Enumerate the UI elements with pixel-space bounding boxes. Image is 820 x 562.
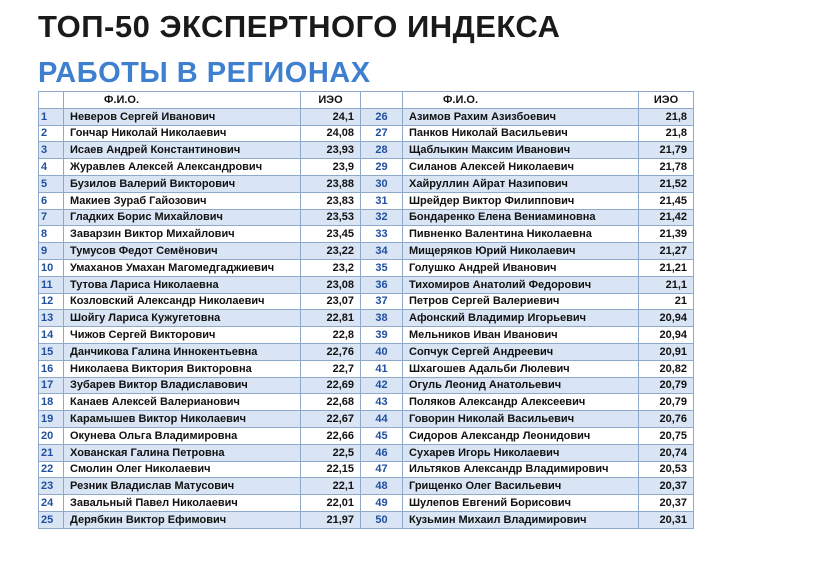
name-right: Голушко Андрей Иванович (403, 259, 639, 276)
name-right: Кузьмин Михаил Владимирович (403, 511, 639, 528)
table-row (39, 293, 694, 310)
value-right: 20,37 (639, 478, 694, 495)
value-left: 23,88 (301, 175, 361, 192)
rank-right: 42 (361, 377, 403, 394)
table-row (39, 125, 694, 142)
rank-right: 48 (361, 478, 403, 495)
rank-left: 23 (39, 478, 64, 495)
value-right: 20,31 (639, 511, 694, 528)
rank-left: 18 (39, 394, 64, 411)
table-row (39, 142, 694, 159)
name-left: Козловский Александр Николаевич (64, 293, 301, 310)
name-right: Сопчук Сергей Андреевич (403, 343, 639, 360)
value-left: 23,07 (301, 293, 361, 310)
table-row (39, 411, 694, 428)
name-left: Завальный Павел Николаевич (64, 495, 301, 512)
name-right: Хайруллин Айрат Назипович (403, 175, 639, 192)
table-header (39, 92, 694, 109)
name-right: Шулепов Евгений Борисович (403, 495, 639, 512)
value-right: 21,1 (639, 276, 694, 293)
value-right: 20,79 (639, 394, 694, 411)
name-right: Щаблыкин Максим Иванович (403, 142, 639, 159)
name-left: Смолин Олег Николаевич (64, 461, 301, 478)
table-row (39, 243, 694, 260)
name-left: Чижов Сергей Викторович (64, 327, 301, 344)
rank-left: 21 (39, 444, 64, 461)
rank-left: 3 (39, 142, 64, 159)
header-value-left: ИЭО (301, 92, 361, 109)
rank-right: 44 (361, 411, 403, 428)
value-right: 20,76 (639, 411, 694, 428)
rank-right: 47 (361, 461, 403, 478)
name-right: Пивненко Валентина Николаевна (403, 226, 639, 243)
rank-left: 20 (39, 427, 64, 444)
value-right: 21,52 (639, 175, 694, 192)
rank-left: 13 (39, 310, 64, 327)
rank-left: 25 (39, 511, 64, 528)
name-right: Говорин Николай Васильевич (403, 411, 639, 428)
table-row (39, 192, 694, 209)
name-right: Сидоров Александр Леонидович (403, 427, 639, 444)
rank-left: 19 (39, 411, 64, 428)
table-row (39, 310, 694, 327)
table-row (39, 511, 694, 528)
table-row (39, 259, 694, 276)
value-left: 22,66 (301, 427, 361, 444)
name-right: Поляков Александр Алексеевич (403, 394, 639, 411)
value-left: 23,83 (301, 192, 361, 209)
value-left: 22,67 (301, 411, 361, 428)
rank-left: 16 (39, 360, 64, 377)
page-subtitle: РАБОТЫ В РЕГИОНАХ (38, 57, 371, 89)
table-body (39, 108, 694, 528)
name-left: Канаев Алексей Валерианович (64, 394, 301, 411)
name-left: Дерябкин Виктор Ефимович (64, 511, 301, 528)
name-right: Бондаренко Елена Вениаминовна (403, 209, 639, 226)
table-row (39, 360, 694, 377)
value-right: 20,74 (639, 444, 694, 461)
rank-left: 5 (39, 175, 64, 192)
value-left: 23,45 (301, 226, 361, 243)
rank-right: 35 (361, 259, 403, 276)
value-right: 21,78 (639, 159, 694, 176)
rank-left: 22 (39, 461, 64, 478)
rank-right: 31 (361, 192, 403, 209)
value-left: 22,69 (301, 377, 361, 394)
name-right: Азимов Рахим Азизбоевич (403, 108, 639, 125)
name-right: Панков Николай Васильевич (403, 125, 639, 142)
value-left: 22,1 (301, 478, 361, 495)
rank-left: 2 (39, 125, 64, 142)
rank-right: 40 (361, 343, 403, 360)
value-left: 22,76 (301, 343, 361, 360)
rank-left: 6 (39, 192, 64, 209)
rank-left: 9 (39, 243, 64, 260)
name-right: Тихомиров Анатолий Федорович (403, 276, 639, 293)
table-row (39, 159, 694, 176)
name-right: Силанов Алексей Николаевич (403, 159, 639, 176)
value-right: 21,27 (639, 243, 694, 260)
table-row (39, 108, 694, 125)
value-left: 24,1 (301, 108, 361, 125)
rank-right: 41 (361, 360, 403, 377)
value-left: 22,68 (301, 394, 361, 411)
rank-right: 39 (361, 327, 403, 344)
value-left: 23,08 (301, 276, 361, 293)
name-left: Зубарев Виктор Владиславович (64, 377, 301, 394)
name-left: Окунева Ольга Владимировна (64, 427, 301, 444)
value-right: 20,53 (639, 461, 694, 478)
rank-right: 37 (361, 293, 403, 310)
name-left: Макиев Зураб Гайозович (64, 192, 301, 209)
rank-right: 32 (361, 209, 403, 226)
rank-left: 10 (39, 259, 64, 276)
value-left: 21,97 (301, 511, 361, 528)
rank-right: 45 (361, 427, 403, 444)
value-left: 23,93 (301, 142, 361, 159)
rank-left: 14 (39, 327, 64, 344)
rank-right: 29 (361, 159, 403, 176)
value-right: 21,8 (639, 108, 694, 125)
table-row (39, 377, 694, 394)
value-right: 20,79 (639, 377, 694, 394)
table-row (39, 175, 694, 192)
value-right: 21,39 (639, 226, 694, 243)
value-right: 20,94 (639, 327, 694, 344)
rank-right: 30 (361, 175, 403, 192)
header-name-right: Ф.И.О. (403, 92, 639, 109)
value-right: 20,94 (639, 310, 694, 327)
name-left: Гончар Николай Николаевич (64, 125, 301, 142)
value-left: 22,01 (301, 495, 361, 512)
name-right: Огуль Леонид Анатольевич (403, 377, 639, 394)
rank-right: 33 (361, 226, 403, 243)
rank-right: 49 (361, 495, 403, 512)
name-left: Журавлев Алексей Александрович (64, 159, 301, 176)
value-right: 20,37 (639, 495, 694, 512)
rank-right: 36 (361, 276, 403, 293)
rank-left: 11 (39, 276, 64, 293)
name-left: Резник Владислав Матусович (64, 478, 301, 495)
ranking-table (38, 91, 694, 529)
name-left: Николаева Виктория Викторовна (64, 360, 301, 377)
table-row (39, 209, 694, 226)
rank-left: 7 (39, 209, 64, 226)
value-right: 20,75 (639, 427, 694, 444)
table-row (39, 226, 694, 243)
rank-right: 28 (361, 142, 403, 159)
rank-left: 15 (39, 343, 64, 360)
value-left: 22,5 (301, 444, 361, 461)
name-left: Карамышев Виктор Николаевич (64, 411, 301, 428)
name-left: Бузилов Валерий Викторович (64, 175, 301, 192)
rank-right: 26 (361, 108, 403, 125)
value-left: 24,08 (301, 125, 361, 142)
value-right: 21 (639, 293, 694, 310)
name-right: Афонский Владимир Игорьевич (403, 310, 639, 327)
name-left: Данчикова Галина Иннокентьевна (64, 343, 301, 360)
name-left: Тутова Лариса Николаевна (64, 276, 301, 293)
rank-right: 27 (361, 125, 403, 142)
rank-left: 4 (39, 159, 64, 176)
value-right: 20,91 (639, 343, 694, 360)
name-left: Шойгу Лариса Кужугетовна (64, 310, 301, 327)
value-left: 22,7 (301, 360, 361, 377)
value-left: 22,8 (301, 327, 361, 344)
name-left: Тумусов Федот Семёнович (64, 243, 301, 260)
value-left: 23,53 (301, 209, 361, 226)
value-right: 21,8 (639, 125, 694, 142)
value-left: 23,22 (301, 243, 361, 260)
rank-left: 24 (39, 495, 64, 512)
header-name-left: Ф.И.О. (64, 92, 301, 109)
name-right: Шрейдер Виктор Филиппович (403, 192, 639, 209)
rank-left: 1 (39, 108, 64, 125)
table-row (39, 495, 694, 512)
name-left: Хованская Галина Петровна (64, 444, 301, 461)
table-row (39, 394, 694, 411)
name-left: Исаев Андрей Константинович (64, 142, 301, 159)
value-left: 23,9 (301, 159, 361, 176)
value-right: 21,45 (639, 192, 694, 209)
value-right: 21,42 (639, 209, 694, 226)
name-left: Гладких Борис Михайлович (64, 209, 301, 226)
name-right: Шхагошев Адальби Люлевич (403, 360, 639, 377)
rank-right: 43 (361, 394, 403, 411)
table-row (39, 276, 694, 293)
rank-right: 34 (361, 243, 403, 260)
table-row (39, 327, 694, 344)
value-left: 23,2 (301, 259, 361, 276)
rank-left: 12 (39, 293, 64, 310)
rank-right: 46 (361, 444, 403, 461)
name-left: Заварзин Виктор Михайлович (64, 226, 301, 243)
name-left: Умаханов Умахан Магомедгаджиевич (64, 259, 301, 276)
rank-left: 17 (39, 377, 64, 394)
rank-right: 38 (361, 310, 403, 327)
value-right: 21,21 (639, 259, 694, 276)
name-right: Ильтяков Александр Владимирович (403, 461, 639, 478)
header-value-right: ИЭО (639, 92, 694, 109)
table-row (39, 478, 694, 495)
table-row (39, 427, 694, 444)
rank-left: 8 (39, 226, 64, 243)
header-num-right (361, 92, 403, 109)
name-right: Петров Сергей Валериевич (403, 293, 639, 310)
value-right: 21,79 (639, 142, 694, 159)
rank-right: 50 (361, 511, 403, 528)
value-right: 20,82 (639, 360, 694, 377)
page-title: ТОП-50 ЭКСПЕРТНОГО ИНДЕКСА (38, 9, 561, 44)
name-right: Грищенко Олег Васильевич (403, 478, 639, 495)
table-row (39, 461, 694, 478)
name-right: Мищеряков Юрий Николаевич (403, 243, 639, 260)
name-left: Неверов Сергей Иванович (64, 108, 301, 125)
table-row (39, 444, 694, 461)
name-right: Мельников Иван Иванович (403, 327, 639, 344)
value-left: 22,81 (301, 310, 361, 327)
table-row (39, 343, 694, 360)
header-num-left (39, 92, 64, 109)
name-right: Сухарев Игорь Николаевич (403, 444, 639, 461)
value-left: 22,15 (301, 461, 361, 478)
